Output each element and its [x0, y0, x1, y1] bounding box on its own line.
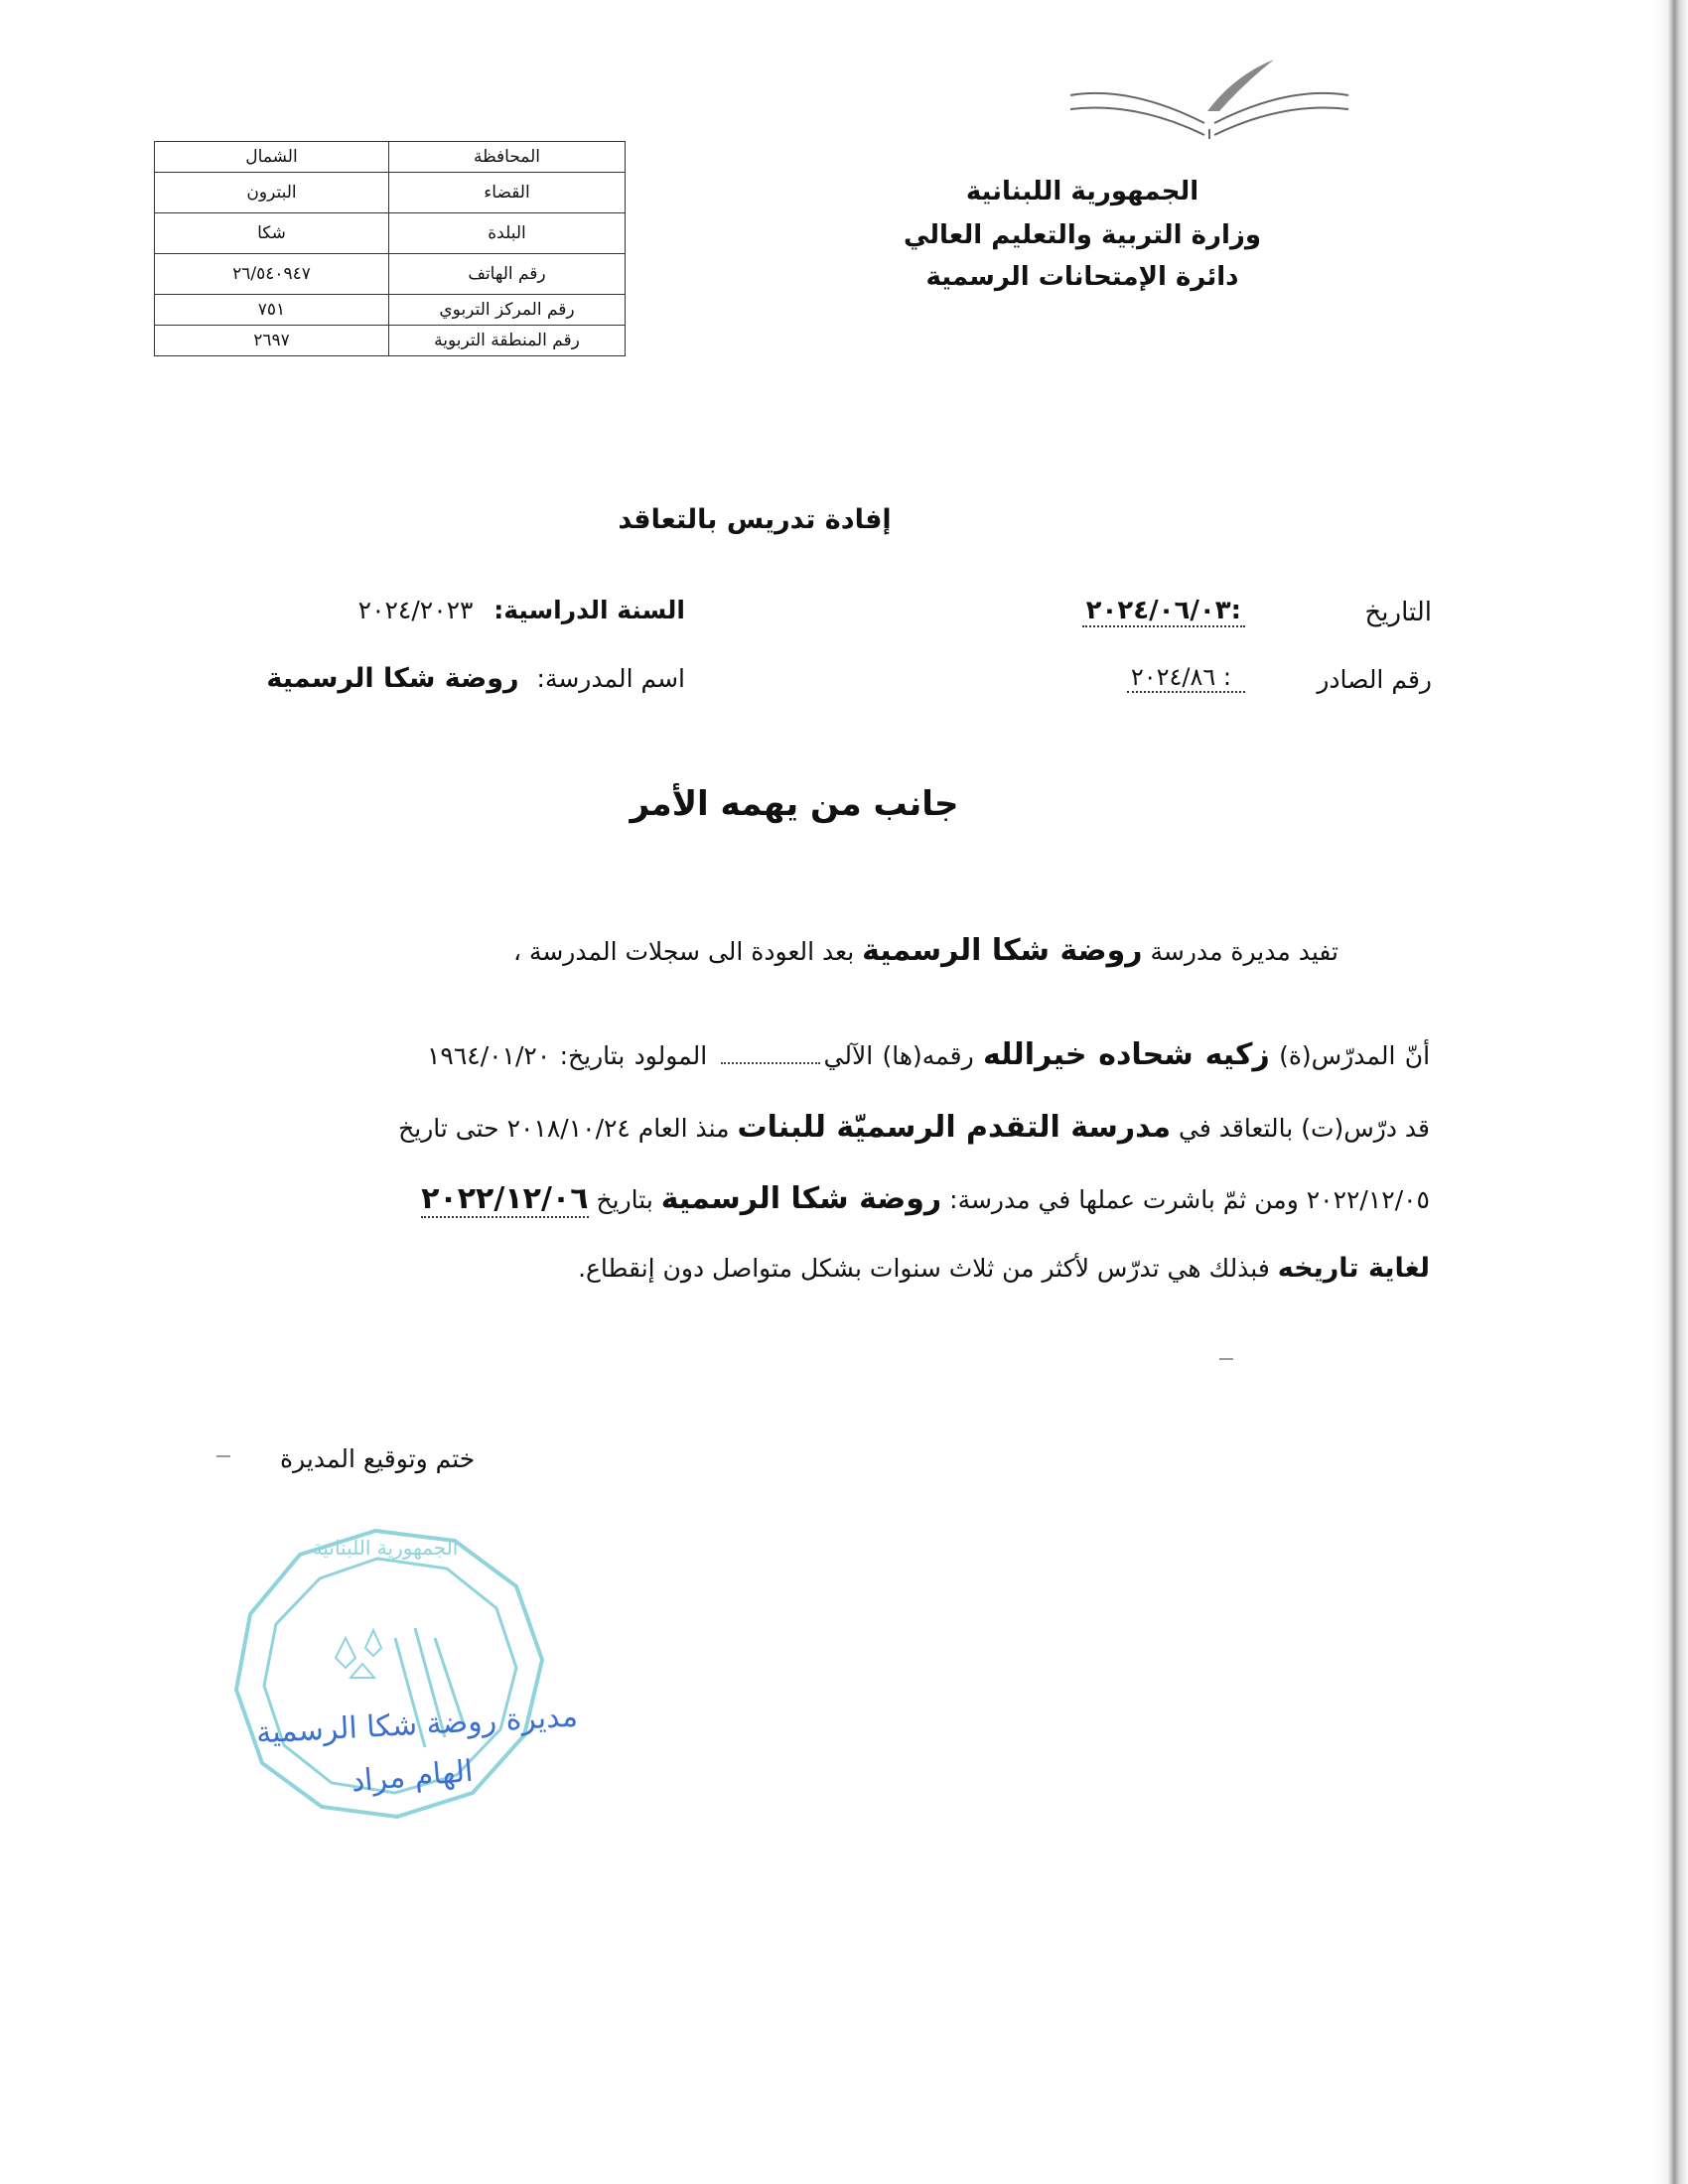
info-label: رقم الهاتف [389, 254, 626, 295]
start-date-value: ٢٠٢٢/١٢/٠٦ [421, 1181, 589, 1216]
info-value: ٢٦٩٧ [155, 326, 389, 356]
continuous-service-text: فبذلك هي تدرّس لأكثر من ثلاث سنوات بشكل متواصل دون إنقطاع. [578, 1254, 1270, 1283]
serial-number-blank [721, 1050, 820, 1064]
ministry-book-logo-icon [1060, 56, 1358, 145]
body-line-2 [398, 1110, 1430, 1145]
teacher-label: أنّ المدرّس(ة) [1279, 1041, 1431, 1070]
issue-number-value: : ٢٠٢٤/٨٦ [1127, 663, 1245, 693]
table-row [155, 213, 626, 254]
stamp-text: الجمهورية اللبنانية [312, 1536, 459, 1560]
info-value: الشمال [155, 142, 389, 173]
info-label: رقم المنطقة التربوية [389, 326, 626, 356]
date-label: التاريخ [1364, 598, 1432, 627]
header-republic: الجمهورية اللبنانية [965, 177, 1199, 206]
intro-paragraph [513, 933, 1338, 968]
principal-name-handwritten: الهام مراد [350, 1753, 475, 1800]
scan-speck [216, 1455, 230, 1457]
school-info-table [154, 141, 626, 356]
table-row [155, 326, 626, 356]
current-school-name: روضة شكا الرسمية [660, 1181, 942, 1216]
date-value: :٢٠٢٤/٠٦/٠٣ [1082, 596, 1245, 627]
school-year-label: السنة الدراسية: [493, 596, 685, 624]
start-date-label: بتاريخ [596, 1185, 653, 1214]
table-row [155, 295, 626, 326]
info-label: رقم المركز التربوي [389, 295, 626, 326]
stamp-signature-label: ختم وتوقيع المديرة [280, 1444, 476, 1473]
body-line-4 [578, 1253, 1430, 1284]
school-name-value: روضة شكا الرسمية [266, 663, 519, 694]
info-value: ٧٥١ [155, 295, 389, 326]
body-line-1 [427, 1037, 1430, 1072]
header-department: دائرة الإمتحانات الرسمية [925, 262, 1239, 292]
table-row [155, 142, 626, 173]
scan-edge [1654, 0, 1688, 2184]
table-row [155, 254, 626, 295]
scan-speck [1219, 1358, 1233, 1360]
info-value: البترون [155, 173, 389, 213]
until-date-text: لغاية تاريخه [1277, 1253, 1430, 1284]
header-ministry: وزارة التربية والتعليم العالي [903, 220, 1262, 250]
info-value: ٢٦/٥٤٠٩٤٧ [155, 254, 389, 295]
info-label: القضاء [389, 173, 626, 213]
table-row [155, 173, 626, 213]
school-year-value: ٢٠٢٤/٢٠٢٣ [357, 596, 474, 624]
serial-number-label: رقمه(ها) الآلي [823, 1041, 974, 1070]
info-value: شكا [155, 213, 389, 254]
school-name-label: اسم المدرسة: [536, 664, 685, 693]
birth-date: المولود بتاريخ: ١٩٦٤/٠١/٢٠ [427, 1041, 708, 1070]
info-label: البلدة [389, 213, 626, 254]
teacher-name: زكيه شحاده خيرالله [982, 1037, 1270, 1072]
transfer-text: ٢٠٢٢/١٢/٠٥ ومن ثمّ باشرت عملها في مدرسة: [949, 1185, 1430, 1214]
school-name [266, 663, 685, 694]
previous-school-name: مدرسة التقدم الرسميّة للبنات [737, 1110, 1172, 1145]
issue-number-label: رقم الصادر [1317, 665, 1432, 694]
document-title: إفادة تدريس بالتعاقد [618, 504, 892, 535]
contract-text: قد درّس(ت) بالتعاقد في [1179, 1114, 1430, 1143]
info-label: المحافظة [389, 142, 626, 173]
to-whom-it-may-concern: جانب من يهمه الأمر [630, 784, 959, 824]
intro-school-name: روضة شكا الرسمية [862, 933, 1143, 968]
school-year [358, 596, 685, 624]
principal-title-handwritten: مديرة روضة شكا الرسمية [255, 1699, 579, 1751]
intro-text-b: بعد العودة الى سجلات المدرسة ، [512, 937, 855, 966]
intro-text-a: تفيد مديرة مدرسة [1150, 937, 1338, 966]
body-line-3 [421, 1181, 1430, 1216]
contract-period: منذ العام ٢٠١٨/١٠/٢٤ حتى تاريخ [398, 1114, 730, 1143]
